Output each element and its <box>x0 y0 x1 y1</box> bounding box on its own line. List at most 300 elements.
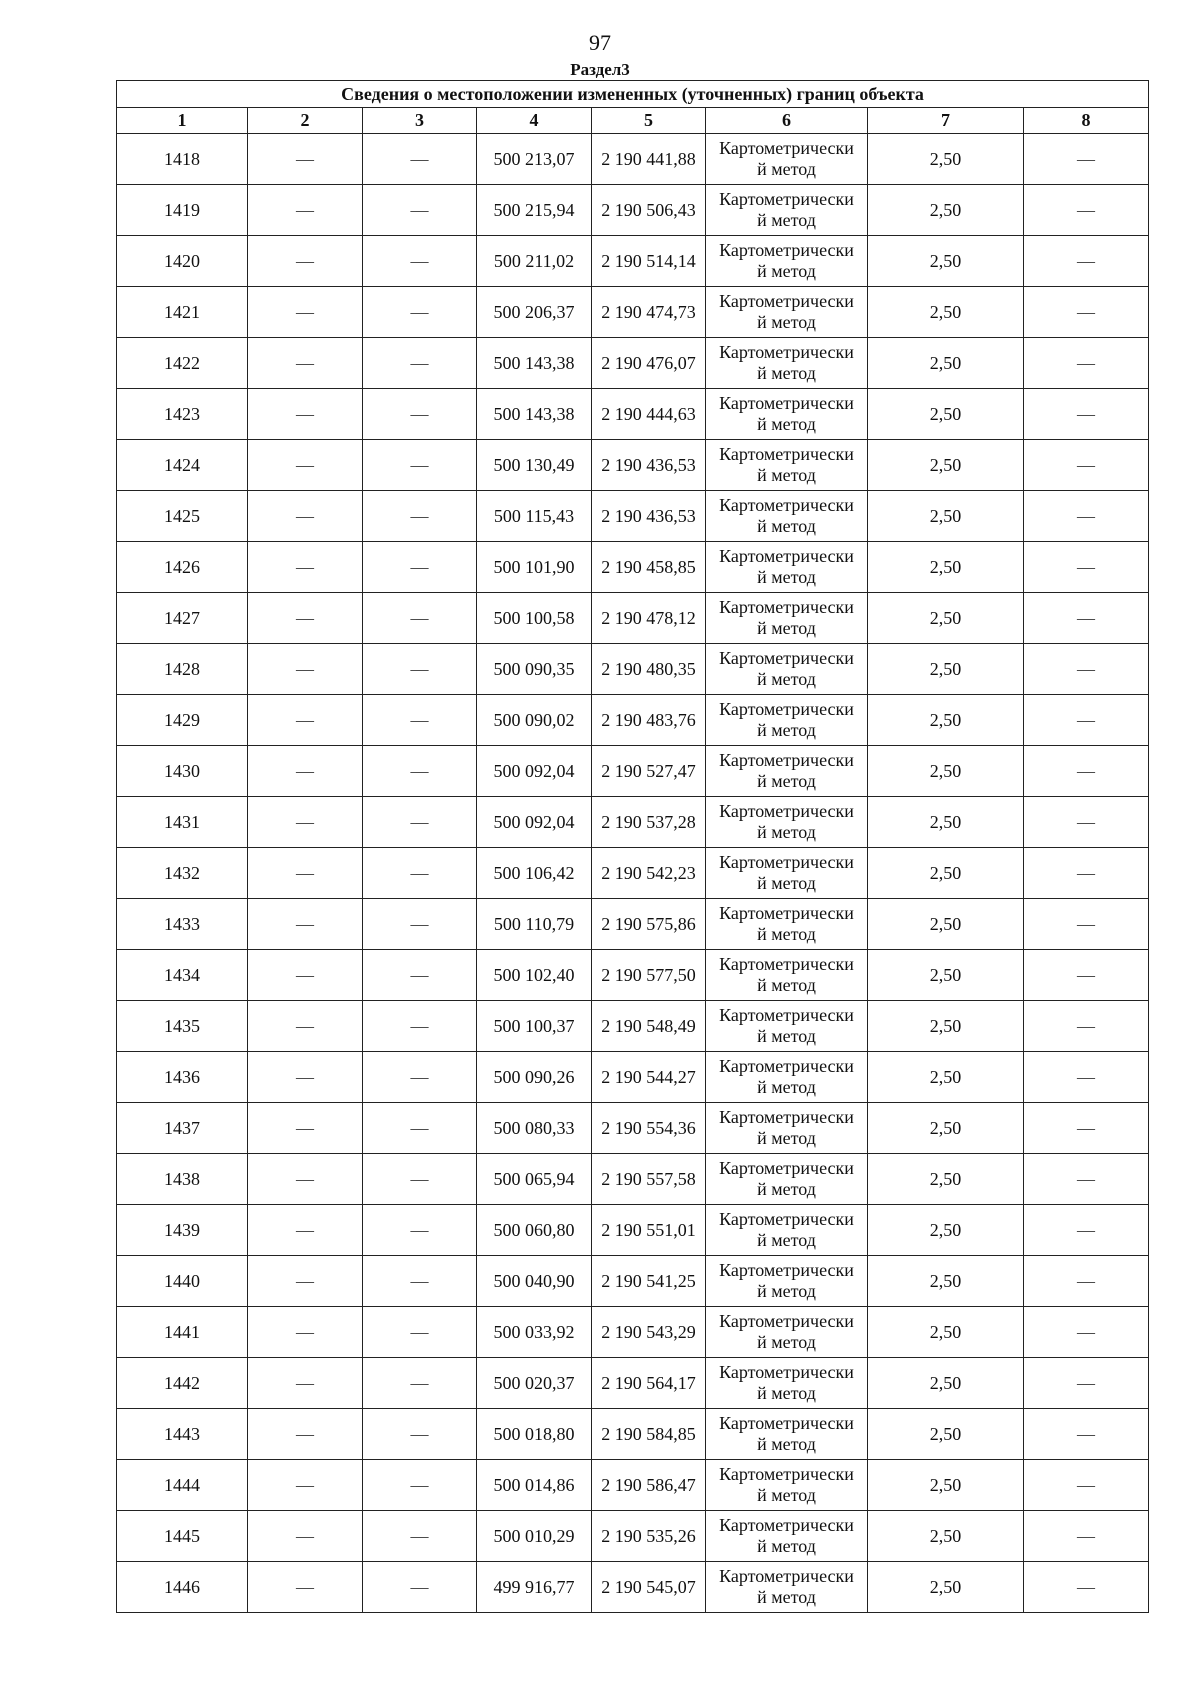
y-coordinate-cell: 2 190 478,12 <box>592 593 706 644</box>
point-number-cell: 1438 <box>117 1154 248 1205</box>
method-cell <box>706 593 868 644</box>
x-coordinate-cell: 500 040,90 <box>477 1256 592 1307</box>
table-row <box>117 1103 1149 1154</box>
method-text-line2: й метод <box>757 312 816 332</box>
accuracy-cell: 2,50 <box>868 287 1024 338</box>
method-text-line1: Картометрически <box>719 852 854 872</box>
table-row <box>117 1511 1149 1562</box>
table-row <box>117 491 1149 542</box>
accuracy-cell: 2,50 <box>868 1001 1024 1052</box>
accuracy-cell: 2,50 <box>868 848 1024 899</box>
x-coordinate-cell: 500 090,35 <box>477 644 592 695</box>
col2-dash-cell: — <box>248 695 363 746</box>
method-text-line1: Картометрически <box>719 903 854 923</box>
accuracy-cell: 2,50 <box>868 950 1024 1001</box>
col2-dash-cell: — <box>248 134 363 185</box>
col8-dash-cell: — <box>1024 899 1149 950</box>
x-coordinate-cell: 500 092,04 <box>477 746 592 797</box>
boundary-coordinates-table <box>116 80 1149 1613</box>
col3-dash-cell: — <box>363 1460 477 1511</box>
col3-dash-cell: — <box>363 746 477 797</box>
x-coordinate-cell: 500 215,94 <box>477 185 592 236</box>
table-row <box>117 746 1149 797</box>
method-text-line1: Картометрически <box>719 750 854 770</box>
col3-dash-cell: — <box>363 440 477 491</box>
table-row <box>117 440 1149 491</box>
method-text-line1: Картометрически <box>719 291 854 311</box>
x-coordinate-cell: 500 020,37 <box>477 1358 592 1409</box>
y-coordinate-cell: 2 190 577,50 <box>592 950 706 1001</box>
method-text-line1: Картометрически <box>719 1464 854 1484</box>
y-coordinate-cell: 2 190 551,01 <box>592 1205 706 1256</box>
col3-dash-cell: — <box>363 1103 477 1154</box>
col2-dash-cell: — <box>248 185 363 236</box>
method-text-line2: й метод <box>757 1383 816 1403</box>
col2-dash-cell: — <box>248 848 363 899</box>
y-coordinate-cell: 2 190 541,25 <box>592 1256 706 1307</box>
accuracy-cell: 2,50 <box>868 797 1024 848</box>
point-number-cell: 1419 <box>117 185 248 236</box>
section-title: Раздел3 <box>570 60 630 79</box>
method-text-line1: Картометрически <box>719 1362 854 1382</box>
method-cell <box>706 185 868 236</box>
y-coordinate-cell: 2 190 476,07 <box>592 338 706 389</box>
col3-dash-cell: — <box>363 1205 477 1256</box>
method-text-line2: й метод <box>757 822 816 842</box>
table-row <box>117 1256 1149 1307</box>
col2-dash-cell: — <box>248 746 363 797</box>
accuracy-cell: 2,50 <box>868 1205 1024 1256</box>
accuracy-cell: 2,50 <box>868 644 1024 695</box>
y-coordinate-cell: 2 190 483,76 <box>592 695 706 746</box>
col2-dash-cell: — <box>248 644 363 695</box>
col2-dash-cell: — <box>248 899 363 950</box>
x-coordinate-cell: 499 916,77 <box>477 1562 592 1613</box>
col3-dash-cell: — <box>363 1154 477 1205</box>
col8-dash-cell: — <box>1024 1307 1149 1358</box>
x-coordinate-cell: 500 106,42 <box>477 848 592 899</box>
point-number-cell: 1432 <box>117 848 248 899</box>
point-number-cell: 1431 <box>117 797 248 848</box>
table-row <box>117 593 1149 644</box>
y-coordinate-cell: 2 190 506,43 <box>592 185 706 236</box>
col2-dash-cell: — <box>248 287 363 338</box>
table-row <box>117 1205 1149 1256</box>
method-cell <box>706 338 868 389</box>
col8-dash-cell: — <box>1024 287 1149 338</box>
method-text-line2: й метод <box>757 1536 816 1556</box>
accuracy-cell: 2,50 <box>868 185 1024 236</box>
method-cell <box>706 440 868 491</box>
y-coordinate-cell: 2 190 514,14 <box>592 236 706 287</box>
method-cell <box>706 1001 868 1052</box>
col2-dash-cell: — <box>248 491 363 542</box>
point-number-cell: 1445 <box>117 1511 248 1562</box>
col8-dash-cell: — <box>1024 542 1149 593</box>
col3-dash-cell: — <box>363 950 477 1001</box>
point-number-cell: 1420 <box>117 236 248 287</box>
point-number-cell: 1426 <box>117 542 248 593</box>
table-row <box>117 1460 1149 1511</box>
method-text-line2: й метод <box>757 1179 816 1199</box>
method-text-line2: й метод <box>757 516 816 536</box>
col8-dash-cell: — <box>1024 1205 1149 1256</box>
point-number-cell: 1424 <box>117 440 248 491</box>
col3-dash-cell: — <box>363 848 477 899</box>
column-number-6: 6 <box>706 108 868 134</box>
col2-dash-cell: — <box>248 542 363 593</box>
y-coordinate-cell: 2 190 586,47 <box>592 1460 706 1511</box>
page-number: 97 <box>589 30 611 55</box>
accuracy-cell: 2,50 <box>868 695 1024 746</box>
method-cell <box>706 134 868 185</box>
method-text-line1: Картометрически <box>719 1413 854 1433</box>
col3-dash-cell: — <box>363 593 477 644</box>
method-cell <box>706 950 868 1001</box>
method-text-line1: Картометрически <box>719 240 854 260</box>
y-coordinate-cell: 2 190 544,27 <box>592 1052 706 1103</box>
col2-dash-cell: — <box>248 1103 363 1154</box>
point-number-cell: 1442 <box>117 1358 248 1409</box>
x-coordinate-cell: 500 213,07 <box>477 134 592 185</box>
point-number-cell: 1428 <box>117 644 248 695</box>
col8-dash-cell: — <box>1024 1256 1149 1307</box>
column-number-5: 5 <box>592 108 706 134</box>
method-text-line2: й метод <box>757 1026 816 1046</box>
point-number-cell: 1422 <box>117 338 248 389</box>
accuracy-cell: 2,50 <box>868 1511 1024 1562</box>
column-number-2: 2 <box>248 108 363 134</box>
col8-dash-cell: — <box>1024 1460 1149 1511</box>
table-row <box>117 542 1149 593</box>
y-coordinate-cell: 2 190 554,36 <box>592 1103 706 1154</box>
col2-dash-cell: — <box>248 1205 363 1256</box>
col8-dash-cell: — <box>1024 389 1149 440</box>
col8-dash-cell: — <box>1024 338 1149 389</box>
accuracy-cell: 2,50 <box>868 1460 1024 1511</box>
method-cell <box>706 1154 868 1205</box>
table-row <box>117 1358 1149 1409</box>
accuracy-cell: 2,50 <box>868 440 1024 491</box>
method-text-line1: Картометрически <box>719 1107 854 1127</box>
col2-dash-cell: — <box>248 950 363 1001</box>
col8-dash-cell: — <box>1024 1358 1149 1409</box>
method-cell <box>706 236 868 287</box>
col8-dash-cell: — <box>1024 491 1149 542</box>
table-row <box>117 797 1149 848</box>
method-text-line1: Картометрически <box>719 954 854 974</box>
point-number-cell: 1430 <box>117 746 248 797</box>
x-coordinate-cell: 500 143,38 <box>477 338 592 389</box>
col8-dash-cell: — <box>1024 848 1149 899</box>
table-row <box>117 185 1149 236</box>
x-coordinate-cell: 500 092,04 <box>477 797 592 848</box>
col3-dash-cell: — <box>363 899 477 950</box>
col2-dash-cell: — <box>248 1052 363 1103</box>
y-coordinate-cell: 2 190 436,53 <box>592 491 706 542</box>
accuracy-cell: 2,50 <box>868 1256 1024 1307</box>
col8-dash-cell: — <box>1024 134 1149 185</box>
col8-dash-cell: — <box>1024 746 1149 797</box>
method-text-line2: й метод <box>757 159 816 179</box>
method-cell <box>706 1256 868 1307</box>
x-coordinate-cell: 500 143,38 <box>477 389 592 440</box>
table-row <box>117 1409 1149 1460</box>
x-coordinate-cell: 500 211,02 <box>477 236 592 287</box>
table-row <box>117 848 1149 899</box>
col2-dash-cell: — <box>248 236 363 287</box>
method-cell <box>706 899 868 950</box>
method-cell <box>706 389 868 440</box>
col3-dash-cell: — <box>363 1256 477 1307</box>
method-cell <box>706 542 868 593</box>
method-text-line2: й метод <box>757 1587 816 1607</box>
col8-dash-cell: — <box>1024 236 1149 287</box>
method-text-line2: й метод <box>757 1281 816 1301</box>
y-coordinate-cell: 2 190 543,29 <box>592 1307 706 1358</box>
y-coordinate-cell: 2 190 444,63 <box>592 389 706 440</box>
method-cell <box>706 746 868 797</box>
point-number-cell: 1435 <box>117 1001 248 1052</box>
column-number-3: 3 <box>363 108 477 134</box>
method-text-line1: Картометрически <box>719 546 854 566</box>
y-coordinate-cell: 2 190 535,26 <box>592 1511 706 1562</box>
x-coordinate-cell: 500 130,49 <box>477 440 592 491</box>
col3-dash-cell: — <box>363 1307 477 1358</box>
col3-dash-cell: — <box>363 644 477 695</box>
table-row <box>117 899 1149 950</box>
col8-dash-cell: — <box>1024 695 1149 746</box>
table-row <box>117 236 1149 287</box>
col3-dash-cell: — <box>363 1001 477 1052</box>
method-text-line1: Картометрически <box>719 495 854 515</box>
y-coordinate-cell: 2 190 542,23 <box>592 848 706 899</box>
accuracy-cell: 2,50 <box>868 593 1024 644</box>
col3-dash-cell: — <box>363 491 477 542</box>
col2-dash-cell: — <box>248 593 363 644</box>
y-coordinate-cell: 2 190 441,88 <box>592 134 706 185</box>
y-coordinate-cell: 2 190 480,35 <box>592 644 706 695</box>
col2-dash-cell: — <box>248 797 363 848</box>
col2-dash-cell: — <box>248 440 363 491</box>
method-text-line1: Картометрически <box>719 699 854 719</box>
method-text-line1: Картометрически <box>719 597 854 617</box>
column-number-row <box>117 108 1149 134</box>
method-text-line2: й метод <box>757 669 816 689</box>
point-number-cell: 1439 <box>117 1205 248 1256</box>
col8-dash-cell: — <box>1024 1052 1149 1103</box>
method-text-line1: Картометрически <box>719 1056 854 1076</box>
method-cell <box>706 1052 868 1103</box>
col2-dash-cell: — <box>248 1409 363 1460</box>
accuracy-cell: 2,50 <box>868 542 1024 593</box>
x-coordinate-cell: 500 010,29 <box>477 1511 592 1562</box>
col8-dash-cell: — <box>1024 644 1149 695</box>
point-number-cell: 1441 <box>117 1307 248 1358</box>
point-number-cell: 1434 <box>117 950 248 1001</box>
col3-dash-cell: — <box>363 1562 477 1613</box>
col2-dash-cell: — <box>248 1256 363 1307</box>
col3-dash-cell: — <box>363 797 477 848</box>
accuracy-cell: 2,50 <box>868 236 1024 287</box>
accuracy-cell: 2,50 <box>868 1052 1024 1103</box>
table-row <box>117 1307 1149 1358</box>
x-coordinate-cell: 500 065,94 <box>477 1154 592 1205</box>
col2-dash-cell: — <box>248 1154 363 1205</box>
col8-dash-cell: — <box>1024 1409 1149 1460</box>
method-cell <box>706 848 868 899</box>
col8-dash-cell: — <box>1024 1511 1149 1562</box>
x-coordinate-cell: 500 102,40 <box>477 950 592 1001</box>
y-coordinate-cell: 2 190 548,49 <box>592 1001 706 1052</box>
table-row <box>117 287 1149 338</box>
col2-dash-cell: — <box>248 1562 363 1613</box>
col3-dash-cell: — <box>363 1511 477 1562</box>
method-text-line2: й метод <box>757 924 816 944</box>
method-text-line2: й метод <box>757 873 816 893</box>
method-text-line2: й метод <box>757 363 816 383</box>
method-text-line2: й метод <box>757 1077 816 1097</box>
point-number-cell: 1418 <box>117 134 248 185</box>
col2-dash-cell: — <box>248 1358 363 1409</box>
x-coordinate-cell: 500 080,33 <box>477 1103 592 1154</box>
col3-dash-cell: — <box>363 389 477 440</box>
method-text-line1: Картометрически <box>719 1260 854 1280</box>
column-number-8: 8 <box>1024 108 1149 134</box>
point-number-cell: 1443 <box>117 1409 248 1460</box>
method-cell <box>706 287 868 338</box>
x-coordinate-cell: 500 090,26 <box>477 1052 592 1103</box>
point-number-cell: 1421 <box>117 287 248 338</box>
method-text-line1: Картометрически <box>719 648 854 668</box>
point-number-cell: 1444 <box>117 1460 248 1511</box>
accuracy-cell: 2,50 <box>868 1409 1024 1460</box>
accuracy-cell: 2,50 <box>868 899 1024 950</box>
method-cell <box>706 644 868 695</box>
col2-dash-cell: — <box>248 389 363 440</box>
col8-dash-cell: — <box>1024 185 1149 236</box>
table-row <box>117 950 1149 1001</box>
accuracy-cell: 2,50 <box>868 338 1024 389</box>
method-text-line2: й метод <box>757 567 816 587</box>
col8-dash-cell: — <box>1024 797 1149 848</box>
table-row <box>117 1562 1149 1613</box>
point-number-cell: 1436 <box>117 1052 248 1103</box>
table-caption: Сведения о местоположении измененных (уточненных) границ объекта <box>117 81 1149 108</box>
y-coordinate-cell: 2 190 575,86 <box>592 899 706 950</box>
method-text-line1: Картометрически <box>719 444 854 464</box>
col8-dash-cell: — <box>1024 1154 1149 1205</box>
method-text-line2: й метод <box>757 975 816 995</box>
y-coordinate-cell: 2 190 564,17 <box>592 1358 706 1409</box>
col2-dash-cell: — <box>248 1511 363 1562</box>
col3-dash-cell: — <box>363 236 477 287</box>
point-number-cell: 1446 <box>117 1562 248 1613</box>
accuracy-cell: 2,50 <box>868 491 1024 542</box>
y-coordinate-cell: 2 190 545,07 <box>592 1562 706 1613</box>
x-coordinate-cell: 500 060,80 <box>477 1205 592 1256</box>
column-number-1: 1 <box>117 108 248 134</box>
table-row <box>117 1052 1149 1103</box>
col2-dash-cell: — <box>248 1307 363 1358</box>
method-cell <box>706 1307 868 1358</box>
col8-dash-cell: — <box>1024 1103 1149 1154</box>
method-text-line1: Картометрически <box>719 1311 854 1331</box>
table-row <box>117 134 1149 185</box>
method-text-line2: й метод <box>757 465 816 485</box>
method-text-line2: й метод <box>757 1230 816 1250</box>
x-coordinate-cell: 500 014,86 <box>477 1460 592 1511</box>
col2-dash-cell: — <box>248 338 363 389</box>
point-number-cell: 1427 <box>117 593 248 644</box>
col8-dash-cell: — <box>1024 593 1149 644</box>
x-coordinate-cell: 500 100,58 <box>477 593 592 644</box>
column-number-7: 7 <box>868 108 1024 134</box>
method-cell <box>706 1460 868 1511</box>
accuracy-cell: 2,50 <box>868 746 1024 797</box>
method-text-line1: Картометрически <box>719 1566 854 1586</box>
point-number-cell: 1433 <box>117 899 248 950</box>
table-body <box>117 134 1149 1613</box>
col3-dash-cell: — <box>363 287 477 338</box>
method-cell <box>706 491 868 542</box>
method-cell <box>706 1358 868 1409</box>
method-text-line2: й метод <box>757 771 816 791</box>
x-coordinate-cell: 500 115,43 <box>477 491 592 542</box>
method-text-line2: й метод <box>757 1332 816 1352</box>
accuracy-cell: 2,50 <box>868 1154 1024 1205</box>
method-text-line2: й метод <box>757 1128 816 1148</box>
method-cell <box>706 1511 868 1562</box>
y-coordinate-cell: 2 190 557,58 <box>592 1154 706 1205</box>
method-cell <box>706 1562 868 1613</box>
method-cell <box>706 1103 868 1154</box>
col2-dash-cell: — <box>248 1460 363 1511</box>
method-cell <box>706 797 868 848</box>
method-text-line2: й метод <box>757 261 816 281</box>
method-text-line1: Картометрически <box>719 342 854 362</box>
method-text-line2: й метод <box>757 1434 816 1454</box>
method-text-line1: Картометрически <box>719 1005 854 1025</box>
table-row <box>117 1001 1149 1052</box>
point-number-cell: 1429 <box>117 695 248 746</box>
col8-dash-cell: — <box>1024 950 1149 1001</box>
y-coordinate-cell: 2 190 458,85 <box>592 542 706 593</box>
accuracy-cell: 2,50 <box>868 1562 1024 1613</box>
method-text-line2: й метод <box>757 1485 816 1505</box>
method-cell <box>706 1409 868 1460</box>
col3-dash-cell: — <box>363 185 477 236</box>
col3-dash-cell: — <box>363 542 477 593</box>
y-coordinate-cell: 2 190 527,47 <box>592 746 706 797</box>
col3-dash-cell: — <box>363 695 477 746</box>
method-text-line1: Картометрически <box>719 138 854 158</box>
col2-dash-cell: — <box>248 1001 363 1052</box>
accuracy-cell: 2,50 <box>868 1358 1024 1409</box>
y-coordinate-cell: 2 190 584,85 <box>592 1409 706 1460</box>
y-coordinate-cell: 2 190 537,28 <box>592 797 706 848</box>
method-text-line2: й метод <box>757 210 816 230</box>
point-number-cell: 1440 <box>117 1256 248 1307</box>
y-coordinate-cell: 2 190 474,73 <box>592 287 706 338</box>
y-coordinate-cell: 2 190 436,53 <box>592 440 706 491</box>
x-coordinate-cell: 500 101,90 <box>477 542 592 593</box>
accuracy-cell: 2,50 <box>868 134 1024 185</box>
method-text-line1: Картометрически <box>719 1209 854 1229</box>
x-coordinate-cell: 500 100,37 <box>477 1001 592 1052</box>
accuracy-cell: 2,50 <box>868 389 1024 440</box>
x-coordinate-cell: 500 110,79 <box>477 899 592 950</box>
